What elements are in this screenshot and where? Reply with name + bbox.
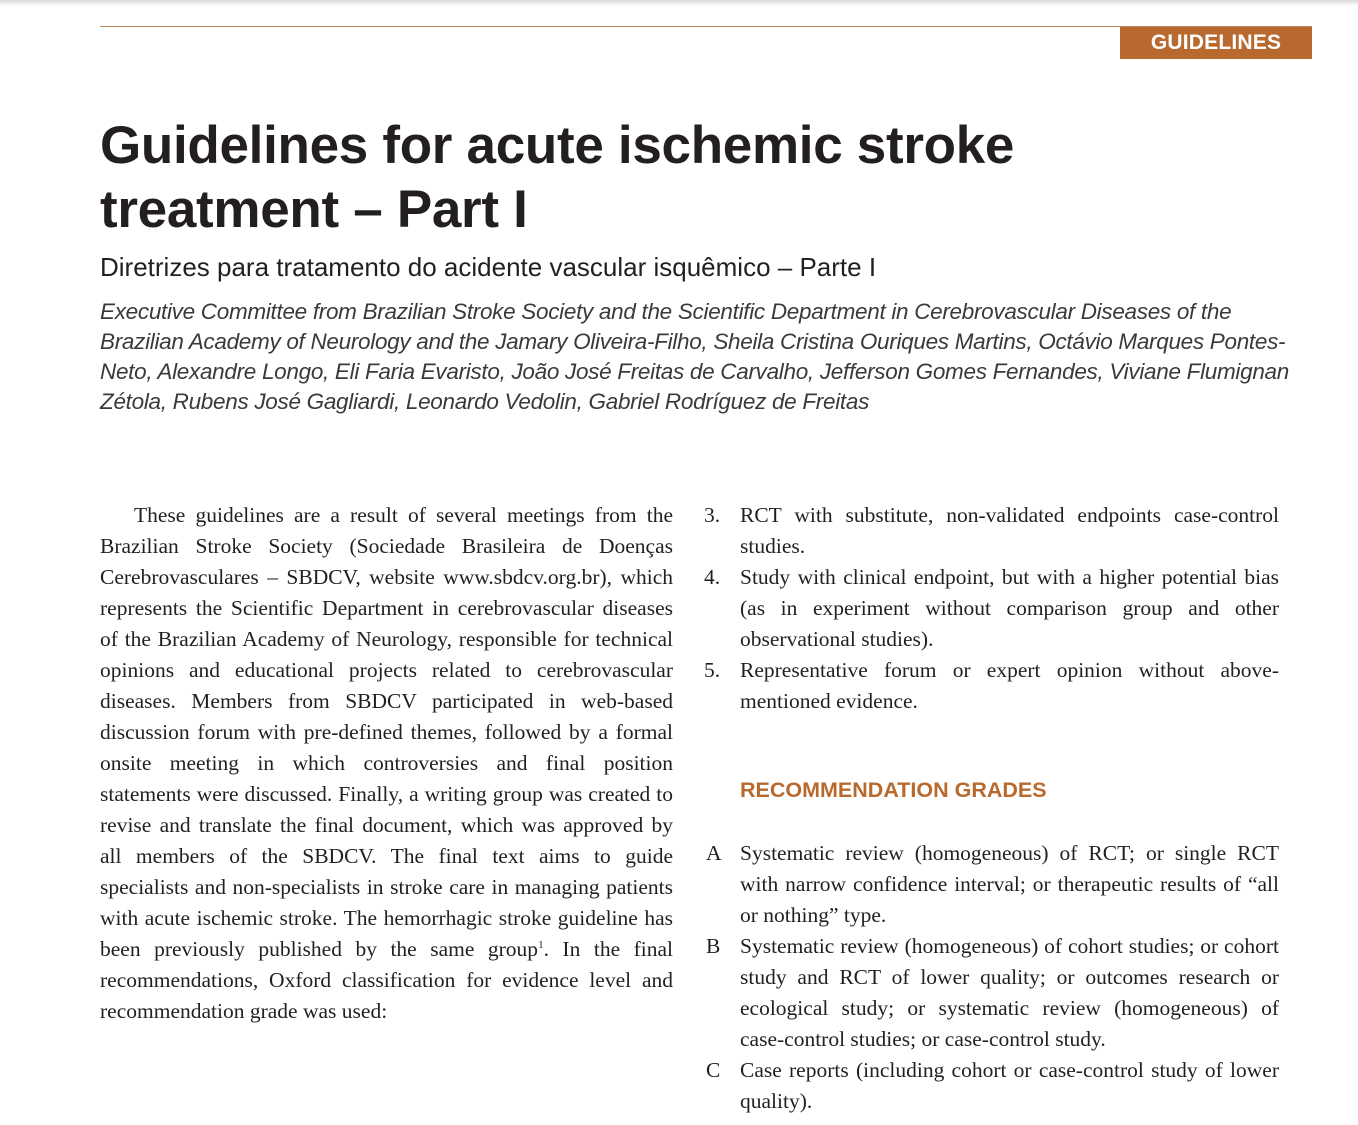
recommendation-grades-heading: RECOMMENDATION GRADES xyxy=(740,778,1047,802)
list-item xyxy=(704,500,1279,562)
right-column xyxy=(704,500,1279,1117)
list-text: Systematic review (homogeneous) of RCT; or single RCT with narrow confidence interval; or therapeutic results of “all or nothing” type. xyxy=(740,841,1279,927)
recommendation-grade-list xyxy=(704,838,1279,1117)
list-marker: A xyxy=(706,841,722,865)
list-marker: 3. xyxy=(704,503,721,527)
intro-text-continued: . In the final recommendations, Oxford classification for evidence level and recommendation grade was used: xyxy=(100,937,674,1023)
evidence-level-list xyxy=(704,500,1279,717)
list-text: Systematic review (homogeneous) of cohort studies; or cohort study and RCT of lower quality; or outcomes research or ecological study; or systematic review (homogeneous) of case-control studies; or case-control study. xyxy=(740,934,1279,1051)
reference-marker[interactable]: 1 xyxy=(538,938,544,951)
article-subtitle: Diretrizes para tratamento do acidente vascular isquêmico – Parte I xyxy=(100,252,877,282)
page-top-edge xyxy=(0,0,1358,6)
list-marker: B xyxy=(706,934,721,958)
list-item xyxy=(704,562,1279,655)
list-item xyxy=(704,1055,1279,1117)
author-list: Executive Committee from Brazilian Stroke Society and the Scientific Department in Cerebrovascular Diseases of the Brazilian Academy of Neurology and the Jamary Oliveira-Filho, Sheila Cristina Ouriques Martins, Octávio Marques Pontes-Neto, Alexandre Longo, Eli Faria Evaristo, João José Freitas de Carvalho, Jefferson Gomes Fernandes, Viviane Flumignan Zétola, Rubens José Gagliardi, Leonardo Vedolin, Gabriel Rodríguez de Freitas xyxy=(100,299,1289,414)
intro-paragraph xyxy=(100,500,673,1027)
list-text: Case reports (including cohort or case-control study of lower quality). xyxy=(740,1058,1279,1113)
list-item xyxy=(704,838,1279,931)
intro-text: These guidelines are a result of several meetings from the Brazilian Stroke Society (Sociedade Brasileira de Doenças Cerebrovasculares – SBDCV, website www.sbdcv.org.br), which represents the Scientific Department in cerebrovascular diseases of the Brazilian Academy of Neurology, responsible for technical opinions and educational projects related to cerebrovascular diseases. Members from SBDCV participated in web-based discussion forum with pre-defined themes, followed by a formal onsite meeting in which controversies and final position statements were discussed. Finally, a writing group was created to revise and translate the final document, which was approved by all members of the SBDCV. The final text aims to guide specialists and non-specialists in stroke care in managing patients with acute ischemic stroke. The hemorrhagic stroke guideline has been previously published by the same group xyxy=(100,503,673,961)
list-item xyxy=(704,931,1279,1055)
list-text: Study with clinical endpoint, but with a higher potential bias (as in experiment without comparison group and other observational studies). xyxy=(740,565,1279,651)
left-column xyxy=(100,500,673,1027)
list-marker: C xyxy=(706,1058,721,1082)
list-marker: 5. xyxy=(704,658,721,682)
list-item xyxy=(704,655,1279,717)
list-text: Representative forum or expert opinion without above-mentioned evidence. xyxy=(740,658,1279,713)
article-title: Guidelines for acute ischemic stroke treatment – Part I xyxy=(100,116,1015,239)
list-text: RCT with substitute, non-validated endpoints case-control studies. xyxy=(740,503,1279,558)
section-badge: GUIDELINES xyxy=(1120,27,1312,59)
list-marker: 4. xyxy=(704,565,721,589)
